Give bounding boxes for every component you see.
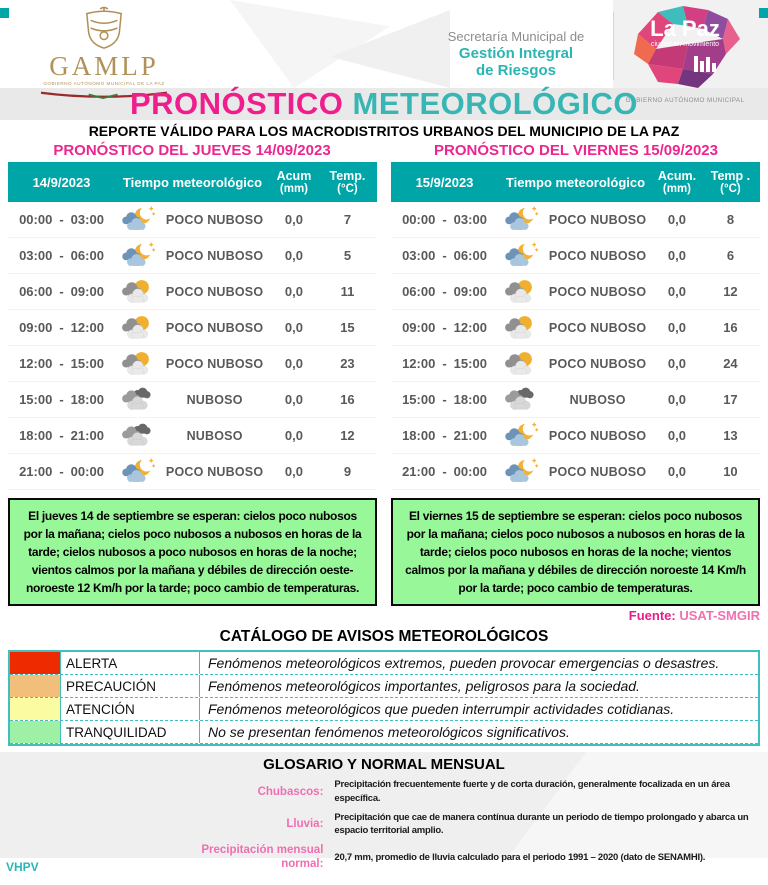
secretaria-line3: de Riesgos (475, 62, 557, 80)
time-from: 00:00 (402, 212, 436, 227)
time-separator: - (442, 284, 447, 299)
time-range (391, 248, 498, 263)
time-separator: - (59, 356, 64, 371)
moon-clouds-icon (115, 241, 159, 270)
time-range (8, 284, 115, 299)
secretaria-line2: Gestión Integral (458, 44, 574, 62)
time-separator: - (59, 284, 64, 299)
forecast-row (8, 274, 377, 310)
acum-label: Acum (276, 169, 312, 183)
condition-label: POCO NUBOSO (548, 212, 647, 227)
table-header (8, 162, 377, 202)
report-subtitle: REPORTE VÁLIDO PARA LOS MACRODISTRITOS URBANOS DEL MUNICIPIO DE LA PAZ (88, 123, 680, 139)
catalog-row (10, 652, 758, 675)
forecast-row (8, 310, 377, 346)
acum-value: 0,0 (667, 320, 686, 335)
acum-value: 0,0 (667, 284, 686, 299)
glossary-title: GLOSARIO Y NORMAL MENSUAL (263, 756, 505, 773)
forecast-row (8, 238, 377, 274)
time-to: 15:00 (70, 356, 104, 371)
condition-label: POCO NUBOSO (165, 464, 264, 479)
condition-label: POCO NUBOSO (548, 320, 647, 335)
temp-unit: (°C) (337, 183, 358, 195)
lapaz-title: La Paz (650, 16, 720, 41)
acum-value: 0,0 (284, 428, 303, 443)
forecast-table-friday (391, 162, 760, 490)
catalog-table (8, 650, 760, 746)
condition-label: POCO NUBOSO (548, 284, 647, 299)
acum-value: 0,0 (284, 320, 303, 335)
column-header-weather: Tiempo meteorológico (122, 174, 263, 190)
page-title-word1: PRONÓSTICO (129, 86, 344, 121)
level-description: Fenómenos meteorológicos importantes, peligrosos para la sociedad. (208, 678, 640, 694)
level-color-swatch (10, 698, 61, 720)
column-header-date: 15/9/2023 (415, 174, 474, 190)
time-to: 09:00 (453, 284, 487, 299)
glossary-term: Precipitación mensual normal: (201, 844, 324, 871)
time-range (8, 356, 115, 371)
acum-value: 0,0 (667, 212, 686, 227)
acum-unit: (mm) (279, 183, 309, 195)
header-divider (613, 12, 614, 80)
time-to: 21:00 (453, 428, 487, 443)
glossary-term: Chubascos: (257, 785, 324, 798)
time-from: 09:00 (402, 320, 436, 335)
condition-label: POCO NUBOSO (165, 284, 264, 299)
temp-value: 23 (340, 356, 355, 371)
acum-value: 0,0 (284, 212, 303, 227)
moon-clouds-icon (498, 421, 542, 450)
time-from: 21:00 (19, 464, 53, 479)
time-range (8, 212, 115, 227)
time-from: 03:00 (19, 248, 53, 263)
temp-value: 24 (723, 356, 738, 371)
time-from: 15:00 (19, 392, 53, 407)
time-separator: - (59, 212, 64, 227)
level-color-swatch (10, 675, 61, 697)
condition-label: POCO NUBOSO (165, 248, 264, 263)
column-header-date: 14/9/2023 (32, 174, 91, 190)
section-title-friday: PRONÓSTICO DEL VIERNES 15/09/2023 (434, 142, 718, 159)
time-to: 06:00 (453, 248, 487, 263)
time-from: 18:00 (19, 428, 53, 443)
acum-value: 0,0 (284, 392, 303, 407)
time-separator: - (59, 428, 64, 443)
time-separator: - (59, 392, 64, 407)
acum-value: 0,0 (284, 284, 303, 299)
time-from: 12:00 (19, 356, 53, 371)
temp-value: 6 (726, 248, 735, 263)
temp-value: 9 (343, 464, 352, 479)
time-to: 03:00 (70, 212, 104, 227)
time-range (8, 428, 115, 443)
catalog-title: CATÁLOGO DE AVISOS METEOROLÓGICOS (219, 628, 549, 645)
forecast-row (391, 454, 760, 490)
time-from: 21:00 (402, 464, 436, 479)
condition-label: POCO NUBOSO (548, 356, 647, 371)
gamlp-acronym: GAMLP (49, 51, 159, 81)
time-separator: - (59, 320, 64, 335)
time-separator: - (442, 356, 447, 371)
glossary-entry (0, 811, 768, 839)
time-to: 06:00 (70, 248, 104, 263)
condition-label: POCO NUBOSO (548, 464, 647, 479)
acum-value: 0,0 (284, 356, 303, 371)
condition-label: POCO NUBOSO (548, 248, 647, 263)
column-header-acum (653, 169, 701, 195)
time-to: 18:00 (453, 392, 487, 407)
clouds-icon (498, 385, 542, 414)
forecast-row (391, 202, 760, 238)
catalog-row (10, 721, 758, 744)
acum-value: 0,0 (667, 428, 686, 443)
sun-clouds-icon (498, 349, 542, 378)
acum-value: 0,0 (667, 356, 686, 371)
acum-value: 0,0 (284, 248, 303, 263)
forecast-row (391, 274, 760, 310)
condition-label: POCO NUBOSO (165, 356, 264, 371)
source-line (0, 606, 768, 623)
column-header-acum (270, 169, 318, 195)
author-initials: VHPV (6, 860, 39, 874)
temp-value: 15 (340, 320, 355, 335)
time-separator: - (59, 464, 64, 479)
forecast-table-thursday (8, 162, 377, 490)
table-header (391, 162, 760, 202)
gamlp-crest-icon (56, 6, 152, 50)
time-range (391, 464, 498, 479)
temp-value: 12 (340, 428, 355, 443)
moon-clouds-icon (115, 457, 159, 486)
sun-clouds-icon (115, 277, 159, 306)
sun-clouds-icon (115, 349, 159, 378)
corner-accent-right (759, 8, 768, 18)
column-header-temp (701, 169, 760, 195)
sun-clouds-icon (115, 313, 159, 342)
condition-label: NUBOSO (569, 392, 626, 407)
temp-unit: (°C) (720, 183, 741, 195)
forecast-row (8, 346, 377, 382)
temp-value: 13 (723, 428, 738, 443)
section-title-thursday: PRONÓSTICO DEL JUEVES 14/09/2023 (53, 142, 331, 159)
lapaz-subtitle: ciudad en movimiento (650, 41, 720, 48)
forecast-tables (0, 159, 768, 490)
time-range (391, 320, 498, 335)
time-range (391, 392, 498, 407)
column-header-weather: Tiempo meteorológico (505, 174, 646, 190)
time-to: 12:00 (70, 320, 104, 335)
summary-thursday: El jueves 14 de septiembre se esperan: cielos poco nubosos por la mañana; cielos poco nubosos a nubosos en horas de la tarde; cielos nubosos a poco nubosos en horas de la noche; vientos calmos por la mañana y débiles de dirección oeste-noroeste 12 Km/h por la tarde; poco cambio de temperaturas. (8, 498, 377, 606)
time-range (391, 212, 498, 227)
secretaria-line1: Secretaría Municipal de (447, 29, 585, 44)
forecast-row (8, 202, 377, 238)
condition-label: POCO NUBOSO (165, 212, 264, 227)
glossary-definition: Precipitación que cae de manera contínua durante un periodo de tiempo prolongado y abarca un espacio territorial amplio. (334, 811, 749, 837)
catalog-row (10, 698, 758, 721)
time-to: 18:00 (70, 392, 104, 407)
level-name: TRANQUILIDAD (61, 721, 200, 743)
lapaz-caption: GOBIERNO AUTÓNOMO MUNICIPAL (625, 97, 745, 104)
glossary-term: Lluvia: (286, 818, 324, 831)
table-body (8, 202, 377, 490)
time-to: 03:00 (453, 212, 487, 227)
temp-value: 12 (723, 284, 738, 299)
moon-clouds-icon (498, 241, 542, 270)
temp-label: Temp . (710, 169, 751, 183)
level-name: ALERTA (61, 652, 200, 674)
forecast-row (391, 310, 760, 346)
forecast-row (391, 382, 760, 418)
time-from: 06:00 (402, 284, 436, 299)
lapaz-mosaic-icon (624, 4, 746, 90)
forecast-row (391, 418, 760, 454)
forecast-row (391, 238, 760, 274)
forecast-row (8, 418, 377, 454)
temp-value: 10 (723, 464, 738, 479)
level-name: ATENCIÓN (61, 698, 200, 720)
condition-label: POCO NUBOSO (548, 428, 647, 443)
time-from: 06:00 (19, 284, 53, 299)
temp-value: 16 (723, 320, 738, 335)
time-range (391, 428, 498, 443)
moon-clouds-icon (498, 205, 542, 234)
time-to: 00:00 (70, 464, 104, 479)
temp-value: 17 (723, 392, 738, 407)
acum-value: 0,0 (284, 464, 303, 479)
column-header-temp (318, 169, 377, 195)
time-separator: - (442, 212, 447, 227)
forecast-row (8, 454, 377, 490)
page-title-word2: METEOROLÓGICO (352, 86, 639, 121)
level-description: Fenómenos meteorológicos que pueden interrumpir actividades cotidianas. (208, 701, 675, 717)
level-color-swatch (10, 652, 61, 674)
acum-label: Acum. (657, 169, 697, 183)
secretaria-block (425, 30, 607, 79)
forecast-row (391, 346, 760, 382)
time-from: 03:00 (402, 248, 436, 263)
time-to: 21:00 (70, 428, 104, 443)
acum-value: 0,0 (667, 464, 686, 479)
time-separator: - (442, 320, 447, 335)
glossary-definition: Precipitación frecuentemente fuerte y de corta duración, generalmente focalizada en un área específica. (334, 779, 730, 804)
acum-value: 0,0 (667, 248, 686, 263)
forecast-row (8, 382, 377, 418)
time-separator: - (59, 248, 64, 263)
time-range (391, 356, 498, 371)
time-separator: - (442, 464, 447, 479)
corner-accent-left (0, 8, 9, 18)
source-label: Fuente: (628, 608, 676, 623)
time-range (8, 464, 115, 479)
moon-clouds-icon (498, 457, 542, 486)
glossary-entry (0, 778, 768, 806)
temp-value: 16 (340, 392, 355, 407)
temp-value: 5 (343, 248, 352, 263)
sun-clouds-icon (498, 313, 542, 342)
glossary-definition: 20,7 mm, promedio de lluvia calculado para el periodo 1991 – 2020 (dato de SENAMHI). (334, 851, 706, 863)
time-from: 18:00 (402, 428, 436, 443)
level-description: Fenómenos meteorológicos extremos, pueden provocar emergencias o desastres. (208, 655, 720, 671)
time-from: 12:00 (402, 356, 436, 371)
time-range (8, 392, 115, 407)
time-range (391, 284, 498, 299)
section-titles (0, 142, 768, 159)
sun-clouds-icon (498, 277, 542, 306)
moon-clouds-icon (115, 205, 159, 234)
temp-value: 8 (726, 212, 735, 227)
catalog-row (10, 675, 758, 698)
time-from: 09:00 (19, 320, 53, 335)
table-body (391, 202, 760, 490)
time-range (8, 320, 115, 335)
time-from: 00:00 (19, 212, 53, 227)
time-range (8, 248, 115, 263)
header (0, 0, 768, 120)
time-to: 15:00 (453, 356, 487, 371)
time-separator: - (442, 392, 447, 407)
condition-label: NUBOSO (186, 428, 243, 443)
condition-label: POCO NUBOSO (165, 320, 264, 335)
summary-friday: El viernes 15 de septiembre se esperan: cielos poco nubosos por la mañana; cielos poco nubosos a nubosos en horas de la tarde; cielos poco nubosos en horas de la noche; vientos calmos por la mañana y débiles de dirección noroeste 14 Km/h por la tarde; poco cambio de temperaturas. (391, 498, 760, 606)
level-name: PRECAUCIÓN (61, 675, 200, 697)
time-to: 00:00 (453, 464, 487, 479)
daily-summaries (0, 490, 768, 606)
page-title (0, 86, 768, 122)
time-to: 09:00 (70, 284, 104, 299)
gamlp-caption: GOBIERNO AUTÓNOMO MUNICIPAL DE LA PAZ (43, 81, 165, 86)
acum-value: 0,0 (667, 392, 686, 407)
level-color-swatch (10, 721, 61, 743)
glossary-entry (0, 843, 768, 872)
time-from: 15:00 (402, 392, 436, 407)
temp-value: 11 (340, 284, 355, 299)
time-to: 12:00 (453, 320, 487, 335)
clouds-icon (115, 421, 159, 450)
level-description: No se presentan fenómenos meteorológicos significativos. (208, 724, 570, 740)
temp-value: 7 (343, 212, 352, 227)
source-value: USAT-SMGIR (679, 608, 760, 623)
clouds-icon (115, 385, 159, 414)
temp-label: Temp. (329, 169, 366, 183)
condition-label: NUBOSO (186, 392, 243, 407)
time-separator: - (442, 248, 447, 263)
acum-unit: (mm) (662, 183, 692, 195)
time-separator: - (442, 428, 447, 443)
